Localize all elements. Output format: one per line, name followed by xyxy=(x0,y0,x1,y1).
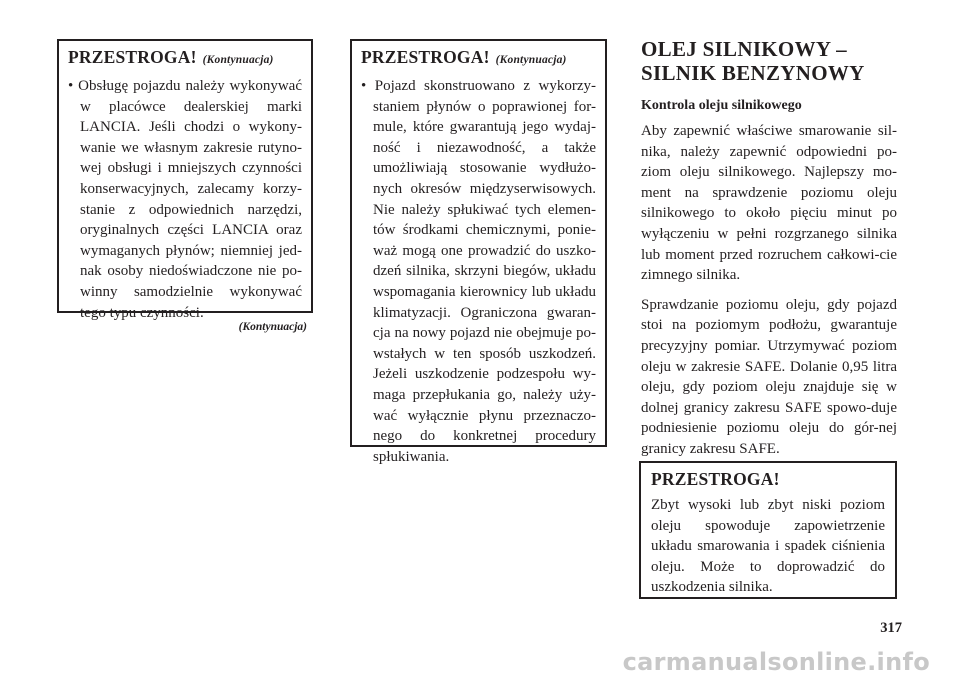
caution-title-text: PRZESTROGA! xyxy=(651,469,780,489)
caution-box-middle xyxy=(350,39,607,465)
middle-column xyxy=(350,39,607,465)
right-column xyxy=(641,37,897,469)
caution-box-left xyxy=(57,39,313,321)
section-title-line2: SILNIK BENZYNOWY xyxy=(641,61,865,85)
paragraph-2: Sprawdzanie poziomu oleju, gdy pojazd stoi na poziomym podłożu, gwarantuje precyzyjny pomiar. Utrzymywać poziom oleju w zakresie SAFE. Dolanie 0,95 litra oleju, gdy poziom oleju znajduje się w dolnej granicy zakresu SAFE spowo-duje podniesienie poziomu oleju do gór-nej granicy zakresu SAFE. xyxy=(641,296,897,457)
paragraph-1: Aby zapewnić właściwe smarowanie sil-nika, należy zapewnić odpowiedni po-ziom oleju silnikowego. Najlepszy mo-ment na sprawdzenie poziomu oleju silnikowego to około pięciu minut po wyłączeniu w pełni rozgrzanego silnika lub moment przed rozruchem całkowi-cie zimnego silnika. xyxy=(641,123,897,284)
subheading: Kontrola oleju silnikowego xyxy=(641,98,802,113)
left-column xyxy=(57,39,313,333)
caution-box-right xyxy=(639,461,897,599)
caution-title-text: PRZESTROGA! xyxy=(361,47,490,67)
caution-text: Zbyt wysoki lub zbyt niski poziom oleju spowoduje zapowietrzenie układu smarowania i spadek ciśnienia oleju. Może to doprowadzić do uszkodzenia silnika. xyxy=(651,497,885,596)
continuation-label: (Kontynuacja) xyxy=(202,54,274,66)
caution-title-text: PRZESTROGA! xyxy=(68,47,197,67)
continuation-label: (Kontynuacja) xyxy=(495,54,567,66)
page-number: 317 xyxy=(880,620,902,636)
caution-bullet: • Pojazd skonstruowano z wykorzy-staniem płynów o poprawionej for-mule, które gwarantują jego wydaj-ność i niezawodność, a także umożliwiają stosowanie wydłużo-nych okresów międzyserwisowych. Nie należy spłukiwać tych elemen-tów środkami chemicznymi, ponie-waż mogą one prowadzić do uszko-dzeń silnika, skrzyni biegów, układu wspomagania kierownicy lub układu klimatyzacji. Ograniczona gwaran-cja na nowy pojazd nie obejmuje po-wstałych w ten sposób uszkodzeń. Jeżeli uszkodzenie podzespołu wy-maga przepłukania go, należy uży-wać wyłącznie płynu przeznaczo-nego do konkretnej procedury spłukiwania. xyxy=(361,78,596,465)
section-title-line1: OLEJ SILNIKOWY – xyxy=(641,37,847,61)
caution-bullet: • Obsługę pojazdu należy wykonywać w placówce dealerskiej marki LANCIA. Jeśli chodzi o wykony-wanie we własnym zakresie rutyno-wej obsługi i mniejszych czynności konserwacyjnych, zalecamy korzy-stanie z odpowiednich narzędzi, oryginalnych części LANCIA oraz wymaganych płynów; niemniej jed-nak osoby niedoświadczone nie po-winny samodzielnie wykonywać tego typu czynności. xyxy=(68,78,302,321)
watermark-text: carmanualsonline.info xyxy=(622,648,930,676)
continued-note: (Kontynuacja) xyxy=(238,321,307,333)
caution-title xyxy=(68,47,302,70)
section-title xyxy=(641,37,897,85)
caution-title xyxy=(361,47,596,70)
